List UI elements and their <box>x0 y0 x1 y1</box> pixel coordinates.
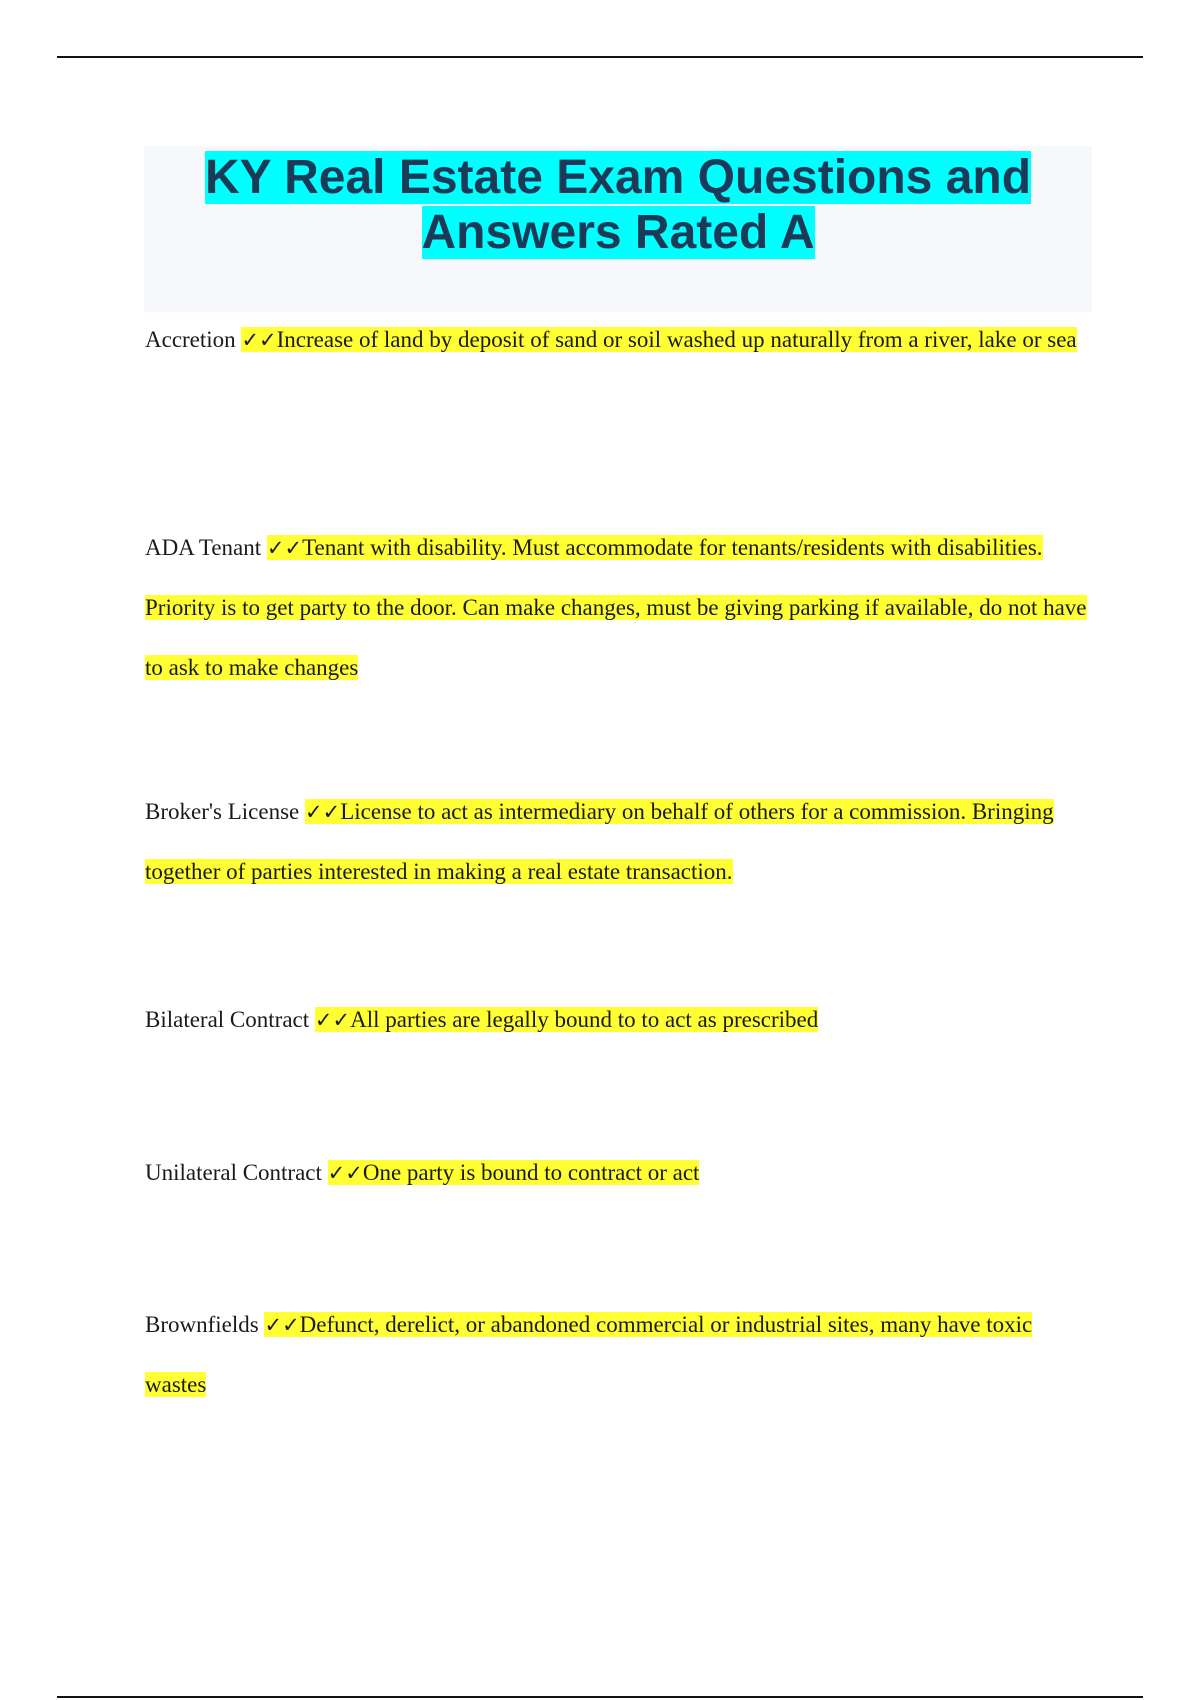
header-rule <box>57 56 1143 58</box>
term: Accretion <box>145 327 236 352</box>
answer-highlight <box>328 1160 700 1185</box>
footer-rule <box>57 1696 1143 1698</box>
term: Unilateral Contract <box>145 1160 322 1185</box>
definition: Defunct, derelict, or abandoned commercial or industrial sites, many have toxic wastes <box>145 1312 1033 1397</box>
term: Bilateral Contract <box>145 1007 310 1032</box>
answer-highlight <box>145 1312 1032 1397</box>
check-mark-icon: ✓✓ <box>304 800 341 824</box>
answer-highlight <box>145 535 1087 680</box>
answer-highlight <box>315 1007 818 1032</box>
list-item <box>145 1143 1090 1203</box>
check-mark-icon: ✓✓ <box>314 1008 351 1032</box>
term: ADA Tenant <box>145 535 262 560</box>
list-item <box>145 310 1090 370</box>
page-title: KY Real Estate Exam Questions and Answers Rated A <box>204 151 1032 259</box>
title-block <box>144 146 1092 312</box>
definition: All parties are legally bound to to act as prescribed <box>350 1007 819 1032</box>
definition: License to act as intermediary on behalf of others for a commission. Bringing together of parties interested in making a real estate transaction. <box>145 799 1054 884</box>
check-mark-icon: ✓✓ <box>264 1313 300 1337</box>
term: Brownfields <box>145 1312 259 1337</box>
check-mark-icon: ✓✓ <box>327 1161 363 1185</box>
check-mark-icon: ✓✓ <box>241 328 277 352</box>
check-mark-icon: ✓✓ <box>266 536 303 560</box>
definition: Tenant with disability. Must accommodate for tenants/residents with disabilities. Priority is to get party to the door. Can make changes, must be giving parking if available, do not have to ask to make changes <box>145 535 1087 680</box>
term: Broker's License <box>145 799 300 824</box>
list-item <box>145 990 1090 1050</box>
answer-highlight <box>241 327 1076 352</box>
list-item <box>145 782 1090 902</box>
list-item <box>145 518 1090 698</box>
list-item <box>145 1295 1090 1415</box>
definition: One party is bound to contract or act <box>362 1160 700 1185</box>
definition: Increase of land by deposit of sand or soil washed up naturally from a river, lake or sea <box>276 327 1077 352</box>
